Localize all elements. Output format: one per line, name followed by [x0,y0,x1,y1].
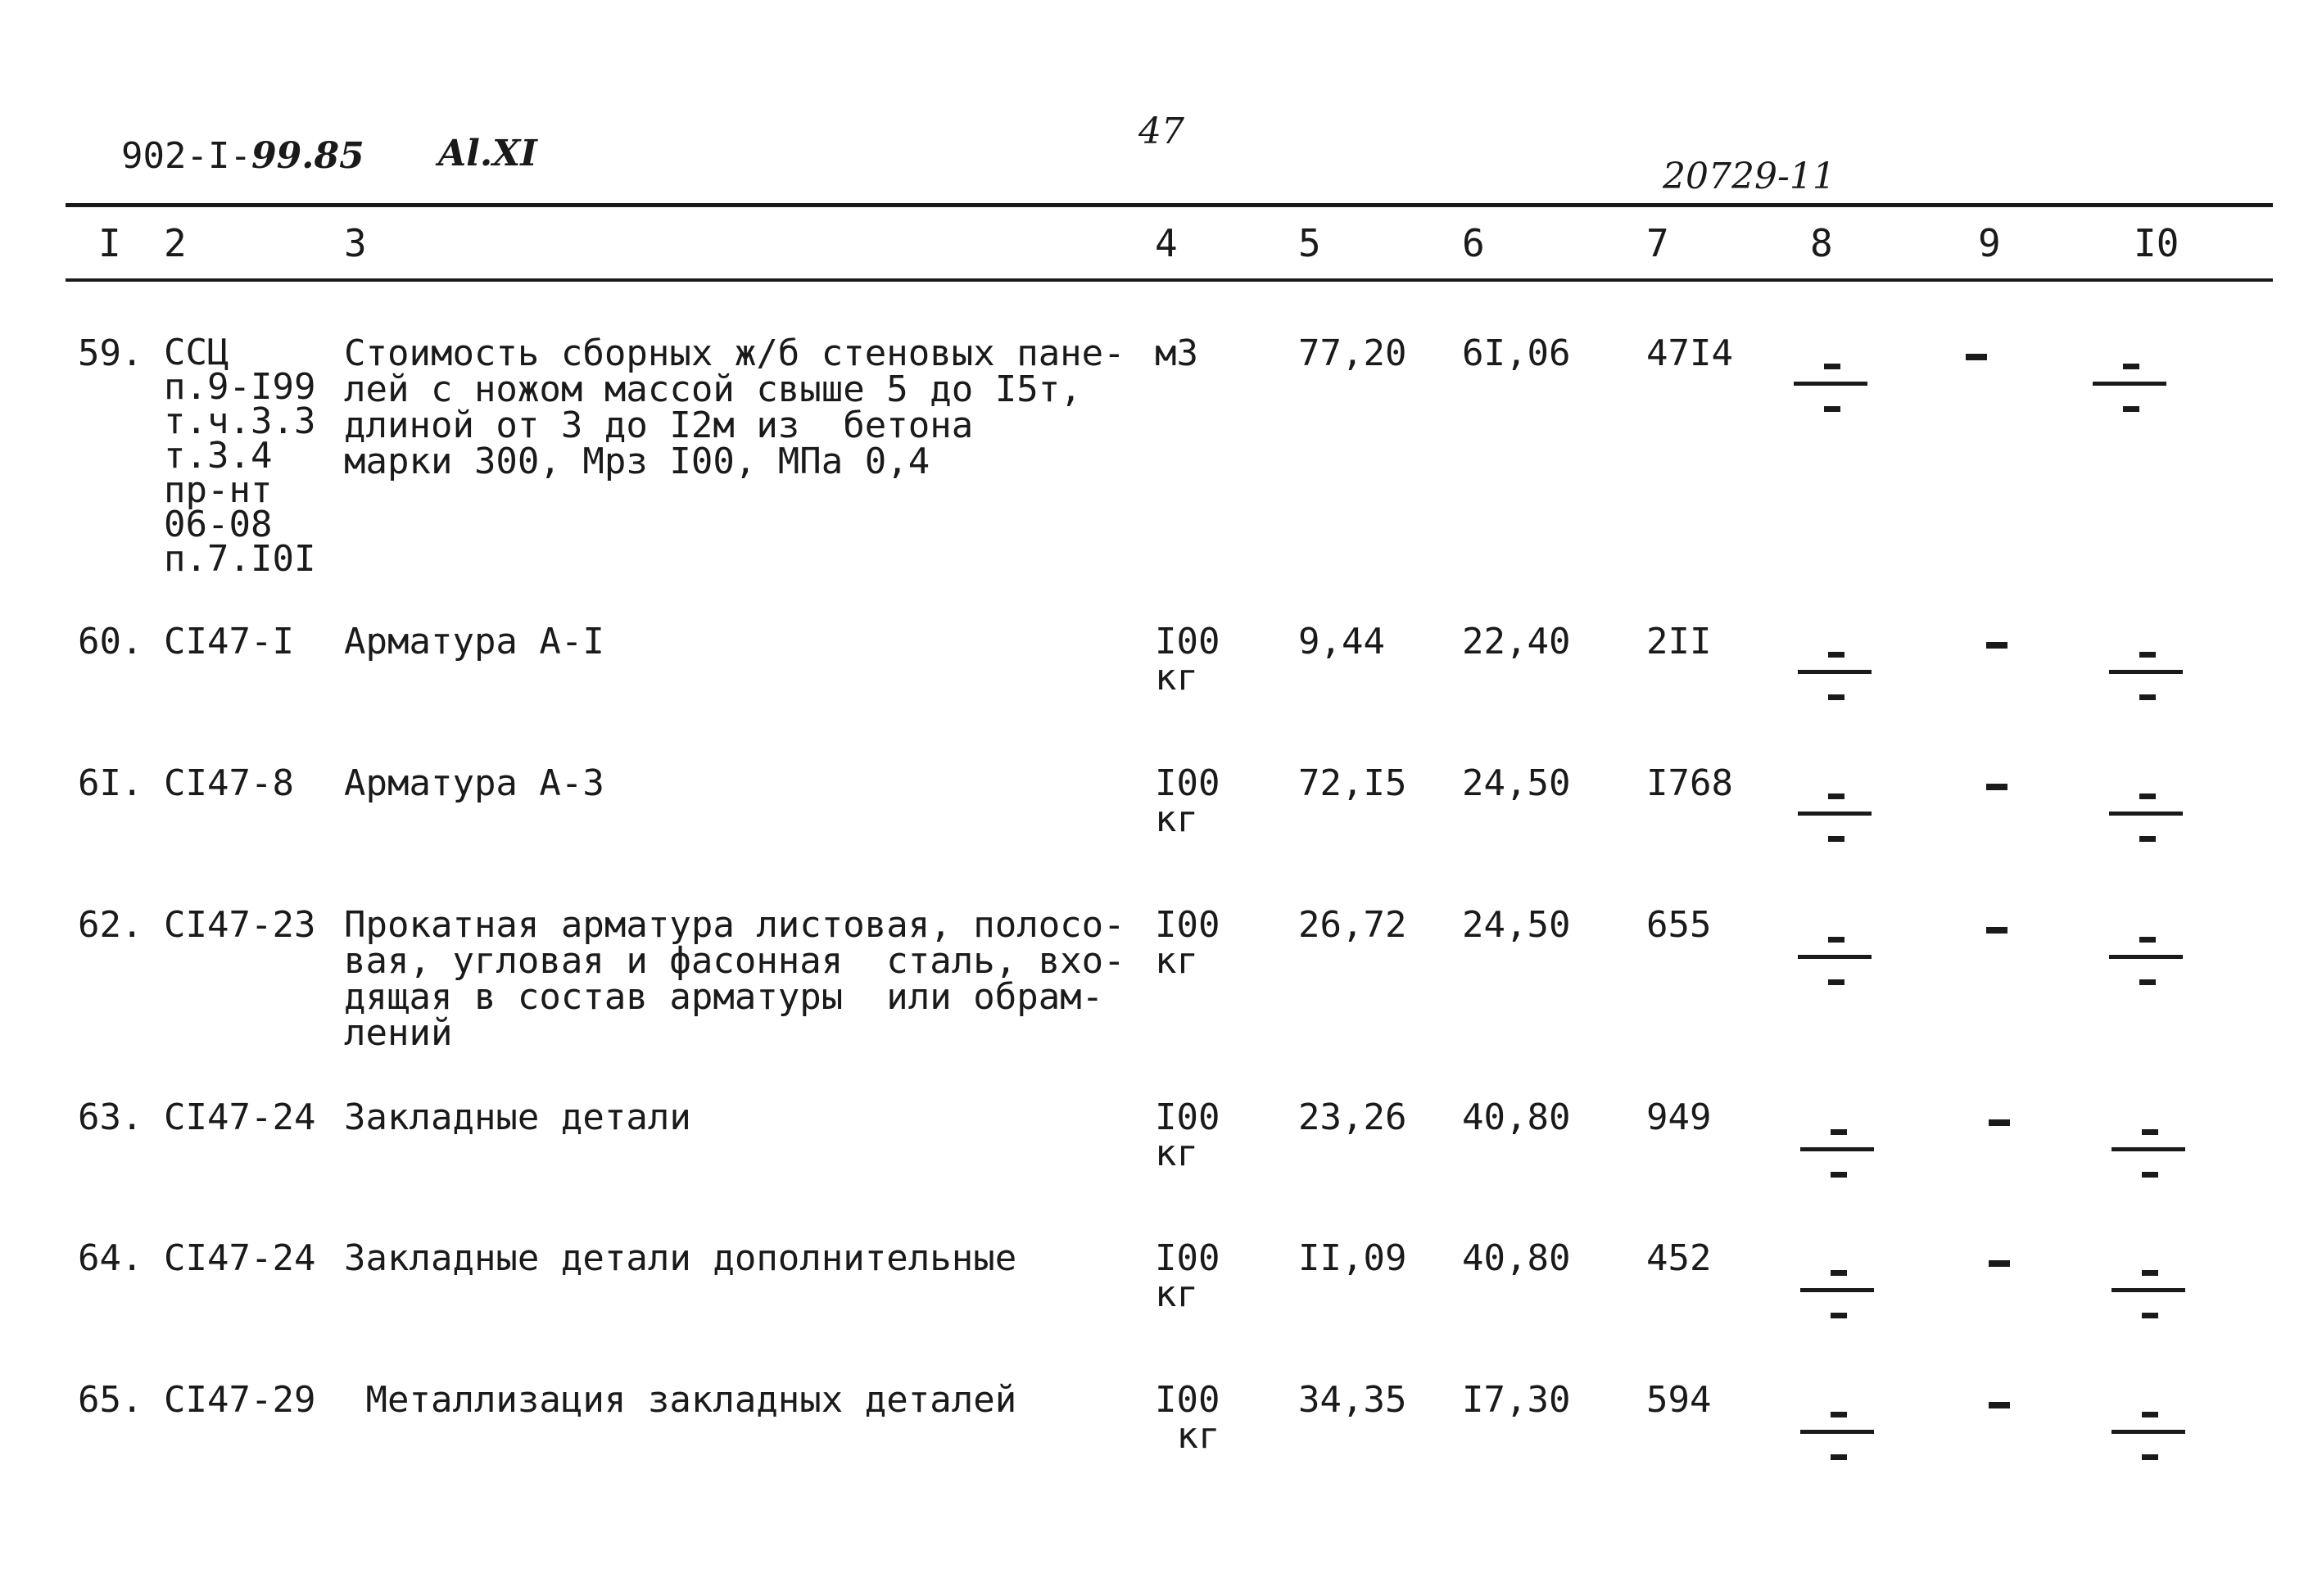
unit-price: 40,80 [1462,1237,1571,1279]
column-header-9: 9 [1978,221,2001,265]
item-description: Закладные детали [344,1096,691,1138]
column-header-10: I0 [2134,221,2179,265]
dash-col9 [1986,642,2007,649]
column-header-1: I [98,221,121,265]
dash-col9 [1989,1402,2010,1408]
quantity: 9,44 [1298,621,1385,662]
unit-price: I7,30 [1462,1379,1571,1421]
row-number: 59. [78,332,143,374]
total-cost: 2II [1646,621,1712,662]
document-code-handwritten: 99.85 [251,135,364,177]
fraction-dash-col8 [1798,782,1872,856]
fraction-dash-col10 [2109,640,2183,714]
dash-col9 [1989,1119,2010,1126]
dash-col9 [1966,354,1987,360]
unit-price: 24,50 [1462,904,1571,946]
fraction-dash-col8 [1794,352,1867,426]
inventory-number: 20729-11 [1663,156,1835,197]
fraction-dash-col10 [2093,352,2166,426]
item-description: Закладные детали дополнительные [344,1237,1017,1279]
fraction-dash-col8 [1798,640,1872,714]
fraction-dash-col8 [1800,1118,1874,1191]
quantity: 34,35 [1298,1379,1407,1421]
unit: I00 кг [1155,1096,1220,1174]
fraction-dash-col8 [1798,925,1872,999]
fraction-dash-col10 [2112,1400,2185,1474]
row-number: 62. [78,904,143,946]
document-code-printed: 902-I- [121,135,251,177]
quantity: 77,20 [1298,332,1407,374]
item-description: Арматура А-3 [344,762,604,804]
fraction-dash-col10 [2109,925,2183,999]
unit-price: 40,80 [1462,1096,1571,1138]
quantity: 26,72 [1298,904,1407,946]
fraction-dash-col10 [2112,1259,2185,1332]
fraction-dash-col8 [1800,1400,1874,1474]
price-code: CI47-29 [164,1379,316,1421]
price-code: CI47-24 [164,1237,316,1279]
page-number: 47 [1138,111,1184,152]
quantity: II,09 [1298,1237,1407,1279]
column-header-4: 4 [1155,221,1178,265]
unit: I00 кг [1155,621,1220,699]
unit: I00 кг [1155,1379,1220,1457]
quantity: 23,26 [1298,1096,1407,1138]
price-code: CI47-I [164,621,294,662]
total-cost: I768 [1646,762,1733,804]
document-code [121,135,364,177]
row-number: 65. [78,1379,143,1421]
fraction-dash-col8 [1800,1259,1874,1332]
column-header-3: 3 [344,221,367,265]
quantity: 72,I5 [1298,762,1407,804]
fraction-dash-col10 [2109,782,2183,856]
sheet-mark: Al.XI [438,133,537,174]
dash-col9 [1986,784,2007,790]
row-number: 60. [78,621,143,662]
price-code: CI47-24 [164,1096,316,1138]
item-description: Прокатная арматура листовая, полосо- вая, угловая и фасонная сталь, вхо- дящая в состав арматуры или обрам- лений [344,904,1125,1054]
column-header-8: 8 [1810,221,1833,265]
unit-price: 6I,06 [1462,332,1571,374]
column-header-6: 6 [1462,221,1485,265]
column-header-7: 7 [1646,221,1669,265]
total-cost: 655 [1646,904,1712,946]
top-rule [66,203,2273,207]
price-code: ССЦ п.9-I99 т.ч.3.3 т.3.4 пр-нт 06-08 п.7.I0I [164,332,316,580]
dash-col9 [1989,1260,2010,1267]
row-number: 63. [78,1096,143,1138]
row-number: 6I. [78,762,143,804]
unit: I00 кг [1155,762,1220,840]
price-code: CI47-23 [164,904,316,946]
total-cost: 452 [1646,1237,1712,1279]
fraction-dash-col10 [2112,1118,2185,1191]
dash-col9 [1986,927,2007,934]
unit-price: 24,50 [1462,762,1571,804]
price-code: CI47-8 [164,762,294,804]
total-cost: 47I4 [1646,332,1733,374]
unit: I00 кг [1155,1237,1220,1315]
item-description: Металлизация закладных деталей [344,1379,1017,1421]
header-bottom-rule [66,278,2273,282]
total-cost: 594 [1646,1379,1712,1421]
unit: I00 кг [1155,904,1220,982]
item-description: Арматура А-I [344,621,604,662]
row-number: 64. [78,1237,143,1279]
column-header-2: 2 [164,221,187,265]
unit: м3 [1155,332,1198,374]
unit-price: 22,40 [1462,621,1571,662]
total-cost: 949 [1646,1096,1712,1138]
column-header-5: 5 [1298,221,1321,265]
item-description: Стоимость сборных ж/б стеновых пане- лей с ножом массой свыше 5 до I5т, длиной от 3 до I2м из бетона марки 300, Мрз I00, МПа 0,4 [344,332,1125,482]
